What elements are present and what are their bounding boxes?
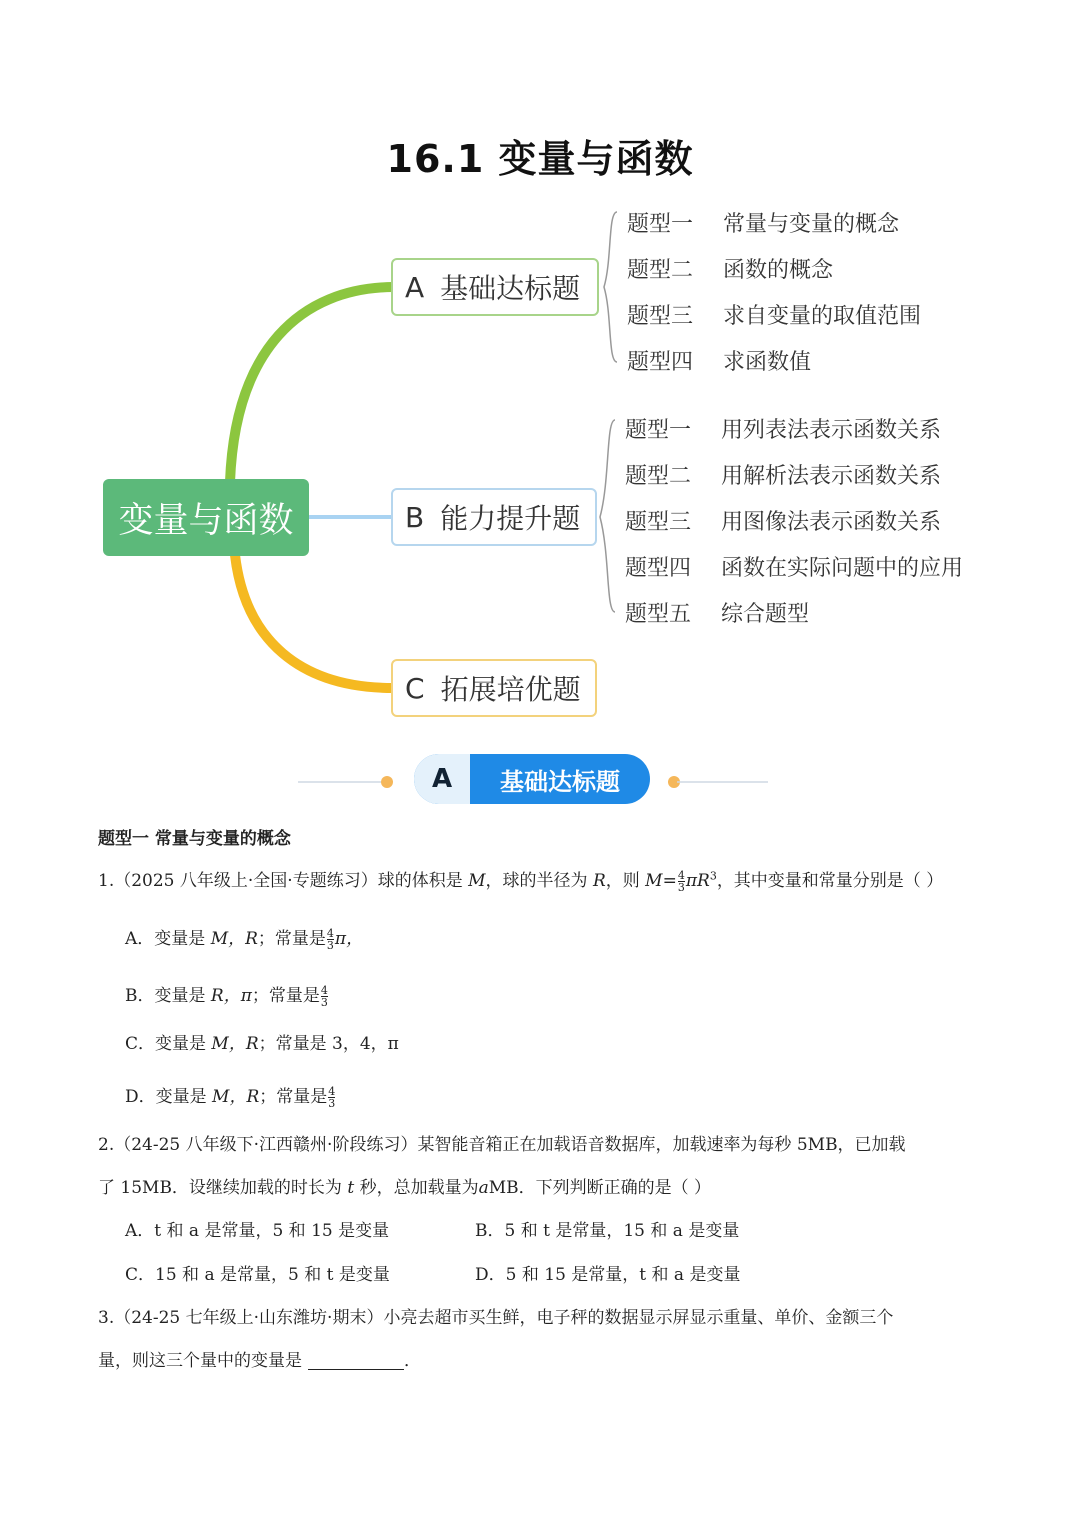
option-text: ；常量是	[259, 1087, 328, 1107]
leaf-b-3	[625, 505, 941, 536]
q1-number: 1.	[98, 871, 115, 891]
branch-a-label: 基础达标题	[440, 272, 581, 305]
leaf-type: 题型一	[625, 418, 692, 443]
q2-option-d: D．5 和 15 是常量，t 和 a 是变量	[475, 1265, 741, 1285]
type-heading: 题型一 常量与变量的概念	[98, 829, 291, 849]
question-2-line-2	[98, 1180, 711, 1197]
q1-stem: ，其中变量和常量分别是（ ）	[716, 871, 944, 891]
q2-text: 了 15MB．设继续加载的时长为	[98, 1178, 348, 1198]
q2-option-b: B．5 和 t 是常量，15 和 a 是变量	[475, 1221, 740, 1241]
leaf-type: 题型三	[627, 304, 694, 329]
branch-a-letter: A	[405, 270, 425, 304]
leaf-type: 题型四	[625, 556, 692, 581]
option-fraction	[328, 1086, 335, 1109]
mindmap-root: 变量与函数	[103, 479, 309, 556]
leaf-type: 题型三	[625, 510, 692, 535]
q1-fraction	[678, 870, 685, 893]
option-label: B．变量是	[125, 986, 211, 1006]
leaf-type: 题型五	[625, 602, 692, 627]
option-vars: R，π	[210, 986, 252, 1006]
answer-blank[interactable]	[308, 1353, 404, 1370]
q1-equation: M=	[645, 871, 677, 891]
leaf-b-2	[625, 459, 941, 490]
frac-numerator: 4	[326, 927, 334, 940]
q1-option-a	[125, 928, 363, 951]
q1-pi-r: πR	[685, 871, 710, 891]
option-text: π，	[334, 929, 364, 949]
question-2-line-1: 2.（24-25 八年级下·江西赣州·阶段练习）某智能音箱正在加载语音数据库，加载速率为每秒 5MB，已加载	[98, 1135, 906, 1155]
leaf-topic: 用解析法表示函数关系	[721, 464, 942, 489]
q1-exponent: 3	[709, 869, 717, 883]
option-fraction	[321, 985, 328, 1008]
brace-b	[600, 420, 615, 612]
leaf-type: 题型二	[627, 258, 694, 283]
leaf-topic: 常量与变量的概念	[723, 212, 900, 237]
leaf-type: 题型四	[627, 350, 694, 375]
leaf-a-4	[627, 345, 811, 376]
banner-dot-left	[381, 776, 393, 788]
question-3-line-2	[98, 1353, 421, 1370]
leaf-b-1	[625, 413, 941, 444]
option-fraction	[327, 928, 334, 951]
branch-c	[391, 659, 597, 717]
q2-text: MB．下列判断正确的是（ ）	[488, 1178, 712, 1198]
section-banner-letter: A	[414, 754, 470, 804]
frac-denominator: 3	[320, 996, 328, 1009]
q2-text: 秒，总加载量为	[354, 1178, 479, 1198]
leaf-topic: 用列表法表示函数关系	[721, 418, 942, 443]
option-vars: M，R	[210, 929, 258, 949]
frac-numerator: 4	[320, 984, 328, 997]
option-label: D．变量是	[125, 1087, 213, 1107]
option-label: C．变量是	[125, 1034, 212, 1054]
leaf-b-4	[625, 551, 963, 582]
frac-numerator: 4	[677, 869, 685, 882]
question-1	[98, 870, 943, 893]
frac-denominator: 3	[326, 939, 334, 952]
leaf-topic: 用图像法表示函数关系	[721, 510, 942, 535]
q1-option-c	[125, 1036, 399, 1053]
leaf-a-2	[627, 253, 833, 284]
leaf-topic: 综合题型	[721, 602, 810, 627]
q2-var-a: a	[478, 1178, 489, 1198]
q3-text: ．	[404, 1351, 421, 1371]
option-text: ；常量是	[257, 929, 326, 949]
leaf-topic: 求函数值	[723, 350, 812, 375]
branch-a	[391, 258, 599, 316]
option-label: A．变量是	[125, 929, 211, 949]
q2-option-a: A．t 和 a 是常量，5 和 15 是变量	[125, 1221, 390, 1241]
branch-c-label: 拓展培优题	[440, 673, 581, 706]
frac-denominator: 3	[677, 881, 685, 894]
frac-numerator: 4	[328, 1085, 336, 1098]
leaf-topic: 求自变量的取值范围	[723, 304, 922, 329]
branch-c-letter: C	[405, 671, 425, 705]
mindmap-connectors	[0, 0, 1080, 740]
branch-b	[391, 488, 597, 546]
page-title: 16.1 变量与函数	[386, 137, 694, 181]
brace-a	[604, 212, 617, 362]
q1-var-m: M	[468, 871, 486, 891]
q1-var-r: R	[592, 871, 606, 891]
leaf-a-1	[627, 207, 899, 238]
branch-b-label: 能力提升题	[440, 502, 581, 535]
q1-stem: ，球的半径为	[485, 871, 593, 891]
q3-text: 量，则这三个量中的变量是	[98, 1351, 302, 1371]
q2-option-c: C．15 和 a 是常量，5 和 t 是变量	[125, 1265, 390, 1285]
leaf-a-3	[627, 299, 921, 330]
frac-denominator: 3	[328, 1097, 336, 1110]
leaf-b-5	[625, 597, 809, 628]
leaf-topic: 函数在实际问题中的应用	[721, 556, 964, 581]
option-text: ；常量是 3，4，π	[258, 1034, 399, 1054]
branch-b-letter: B	[405, 500, 425, 534]
leaf-type: 题型二	[625, 464, 692, 489]
leaf-topic: 函数的概念	[723, 258, 834, 283]
q1-source: （2025 八年级上·全国·专题练习）	[114, 871, 378, 891]
q1-option-b	[125, 985, 329, 1008]
q2-var-t: t	[347, 1178, 355, 1198]
q1-stem: 球的体积是	[377, 871, 469, 891]
option-vars: M，R	[212, 1087, 260, 1107]
option-vars: M，R	[211, 1034, 259, 1054]
q1-option-d	[125, 1086, 336, 1109]
leaf-type: 题型一	[627, 212, 694, 237]
connector-c	[235, 555, 393, 688]
option-text: ；常量是	[251, 986, 320, 1006]
question-3-line-1: 3.（24-25 七年级上·山东潍坊·期末）小亮去超市买生鲜，电子秤的数据显示屏显示重量、单价、金额三个	[98, 1308, 894, 1328]
q1-stem: ，则	[605, 871, 646, 891]
connector-a	[230, 287, 393, 482]
section-banner-label: 基础达标题	[500, 767, 620, 796]
